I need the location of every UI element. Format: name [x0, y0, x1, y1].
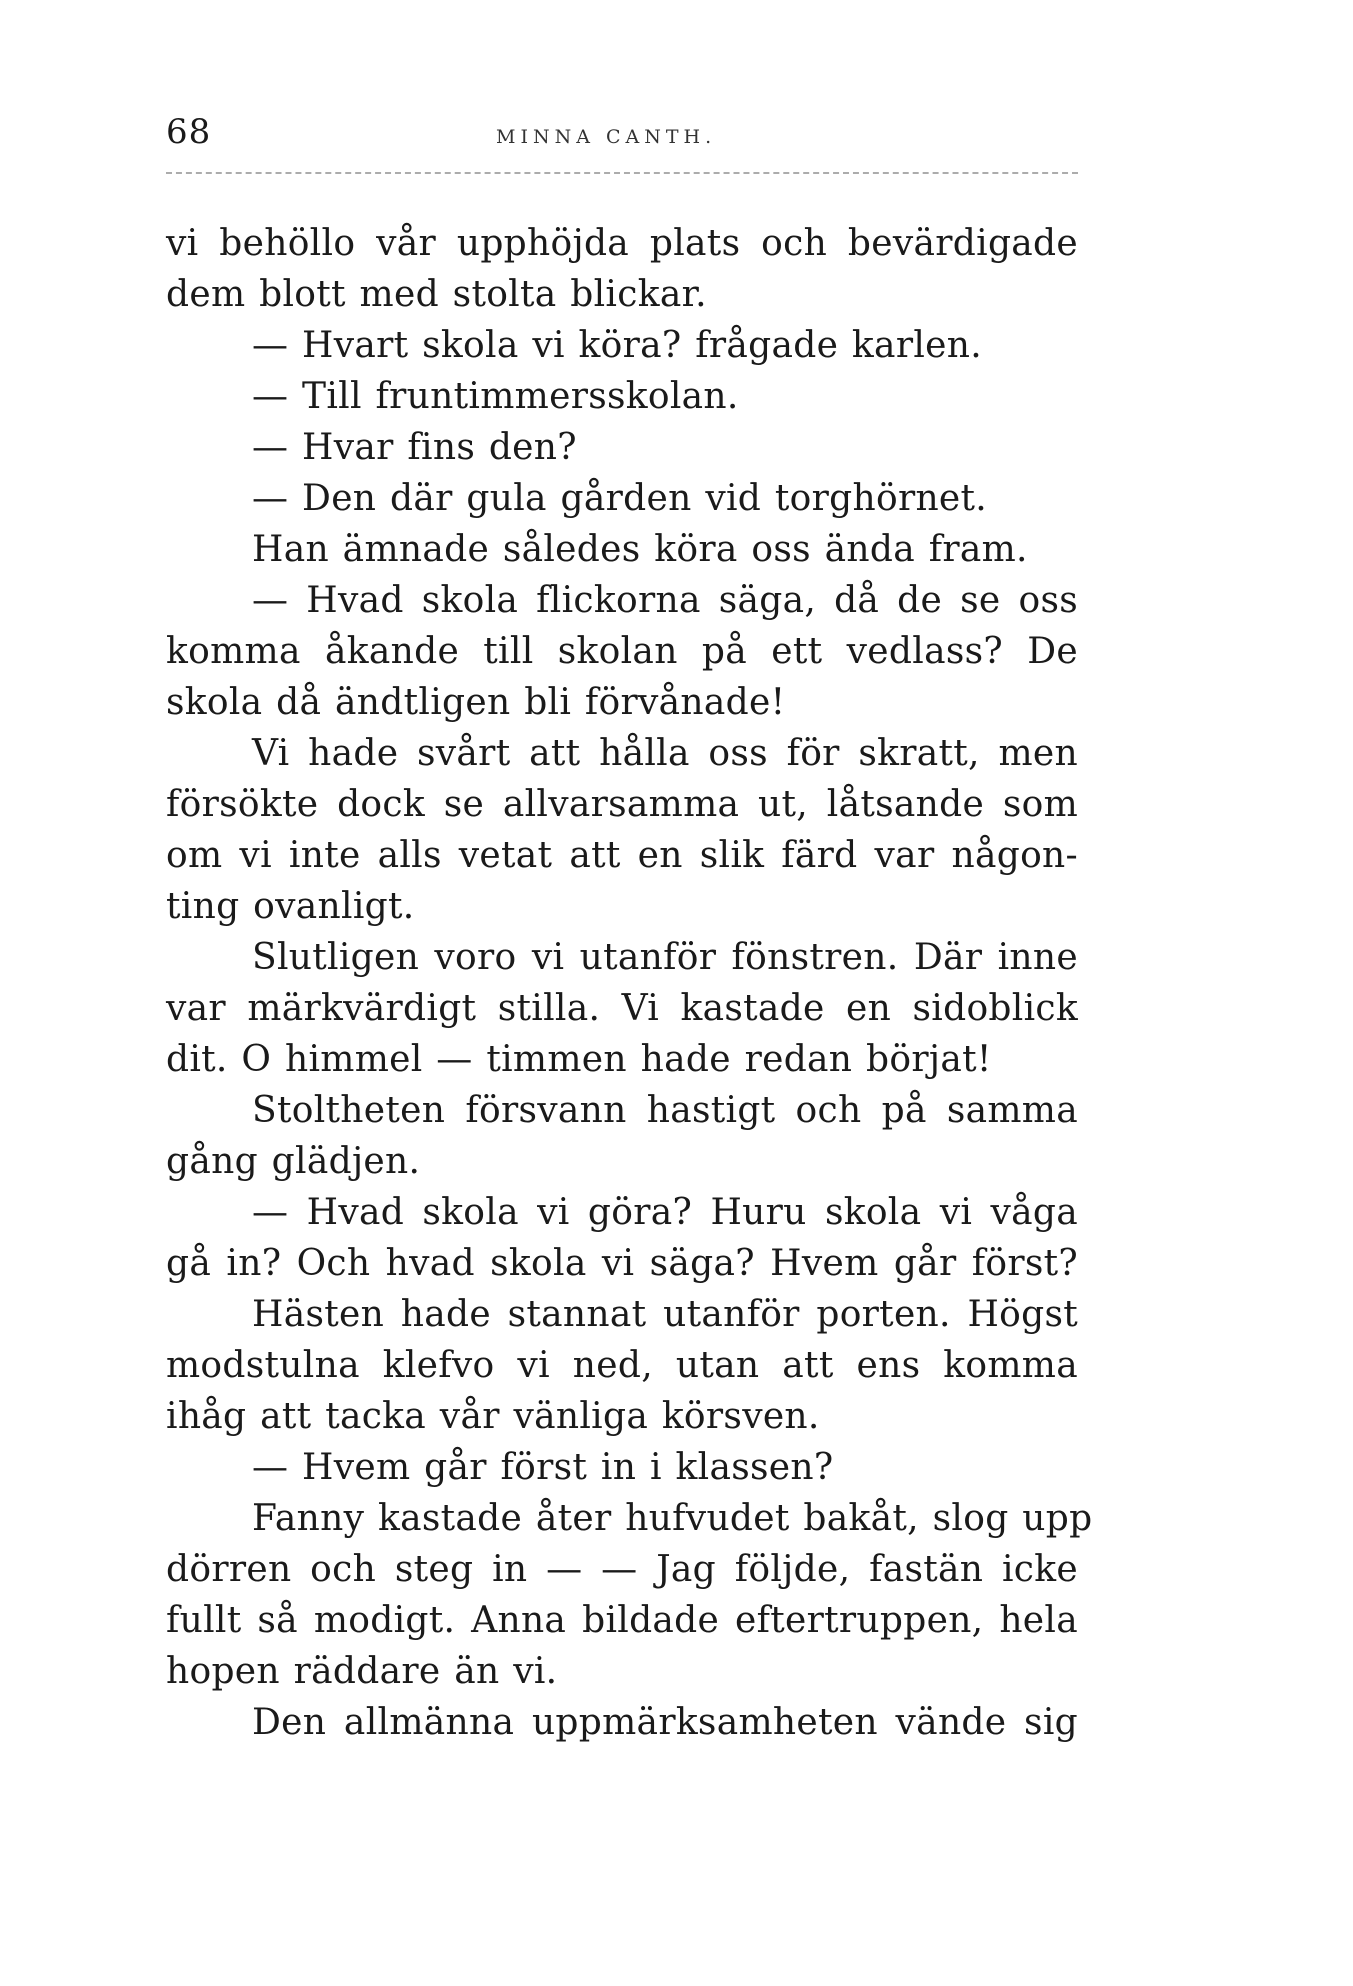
text-line: — Hvart skola vi köra? frågade karlen.	[252, 325, 982, 366]
text-line: — Till fruntimmersskolan.	[252, 376, 739, 417]
text-line: var märkvärdigt stilla. Vi kastade en sidoblick	[166, 988, 1078, 1029]
text-line: hopen räddare än vi.	[166, 1651, 558, 1692]
text-line: gå in? Och hvad skola vi säga? Hvem går först?	[166, 1243, 1078, 1284]
text-line: om vi inte alls vetat att en slik färd var någon-	[166, 835, 1078, 876]
running-title: MINNA CANTH.	[496, 126, 717, 148]
text-line: Den allmänna uppmärksamheten vände sig	[252, 1702, 1078, 1743]
text-line: Slutligen voro vi utanför fönstren. Där inne	[252, 937, 1078, 978]
text-line: Stoltheten försvann hastigt och på samma	[252, 1090, 1078, 1131]
text-line: — Hvar fins den?	[252, 427, 577, 468]
text-line: — Den där gula gården vid torghörnet.	[252, 478, 988, 519]
text-line: komma åkande till skolan på ett vedlass? De	[166, 631, 1078, 672]
text-line: — Hvem går först in i klassen?	[252, 1447, 834, 1488]
text-line: dit. O himmel — timmen hade redan börjat!	[166, 1039, 992, 1080]
text-line: fullt så modigt. Anna bildade eftertruppen, hela	[166, 1600, 1078, 1641]
text-line: dörren och steg in — — Jag följde, fastän icke	[166, 1549, 1078, 1590]
page-number: 68	[166, 112, 212, 152]
text-line: ihåg att tacka vår vänliga körsven.	[166, 1396, 820, 1437]
text-line: gång glädjen.	[166, 1141, 421, 1182]
text-line: — Hvad skola flickorna säga, då de se oss	[252, 580, 1078, 621]
text-line: vi behöllo vår upphöjda plats och bevärdigade	[166, 223, 1078, 264]
text-line: ting ovanligt.	[166, 886, 415, 927]
page-header	[166, 112, 1078, 162]
text-line: dem blott med stolta blickar.	[166, 274, 707, 315]
text-line: Vi hade svårt att hålla oss för skratt, men	[252, 733, 1078, 774]
text-line: — Hvad skola vi göra? Huru skola vi våga	[252, 1192, 1078, 1233]
text-line: Han ämnade således köra oss ända fram.	[252, 529, 1028, 570]
text-line: skola då ändtligen bli förvånade!	[166, 682, 786, 723]
text-line: försökte dock se allvarsamma ut, låtsande som	[166, 784, 1078, 825]
text-line: Fanny kastade åter hufvudet bakåt, slog upp	[252, 1498, 1093, 1539]
body-text	[166, 218, 1093, 1748]
text-line: Hästen hade stannat utanför porten. Högst	[252, 1294, 1078, 1335]
text-line: modstulna klefvo vi ned, utan att ens komma	[166, 1345, 1078, 1386]
header-rule	[166, 172, 1078, 174]
